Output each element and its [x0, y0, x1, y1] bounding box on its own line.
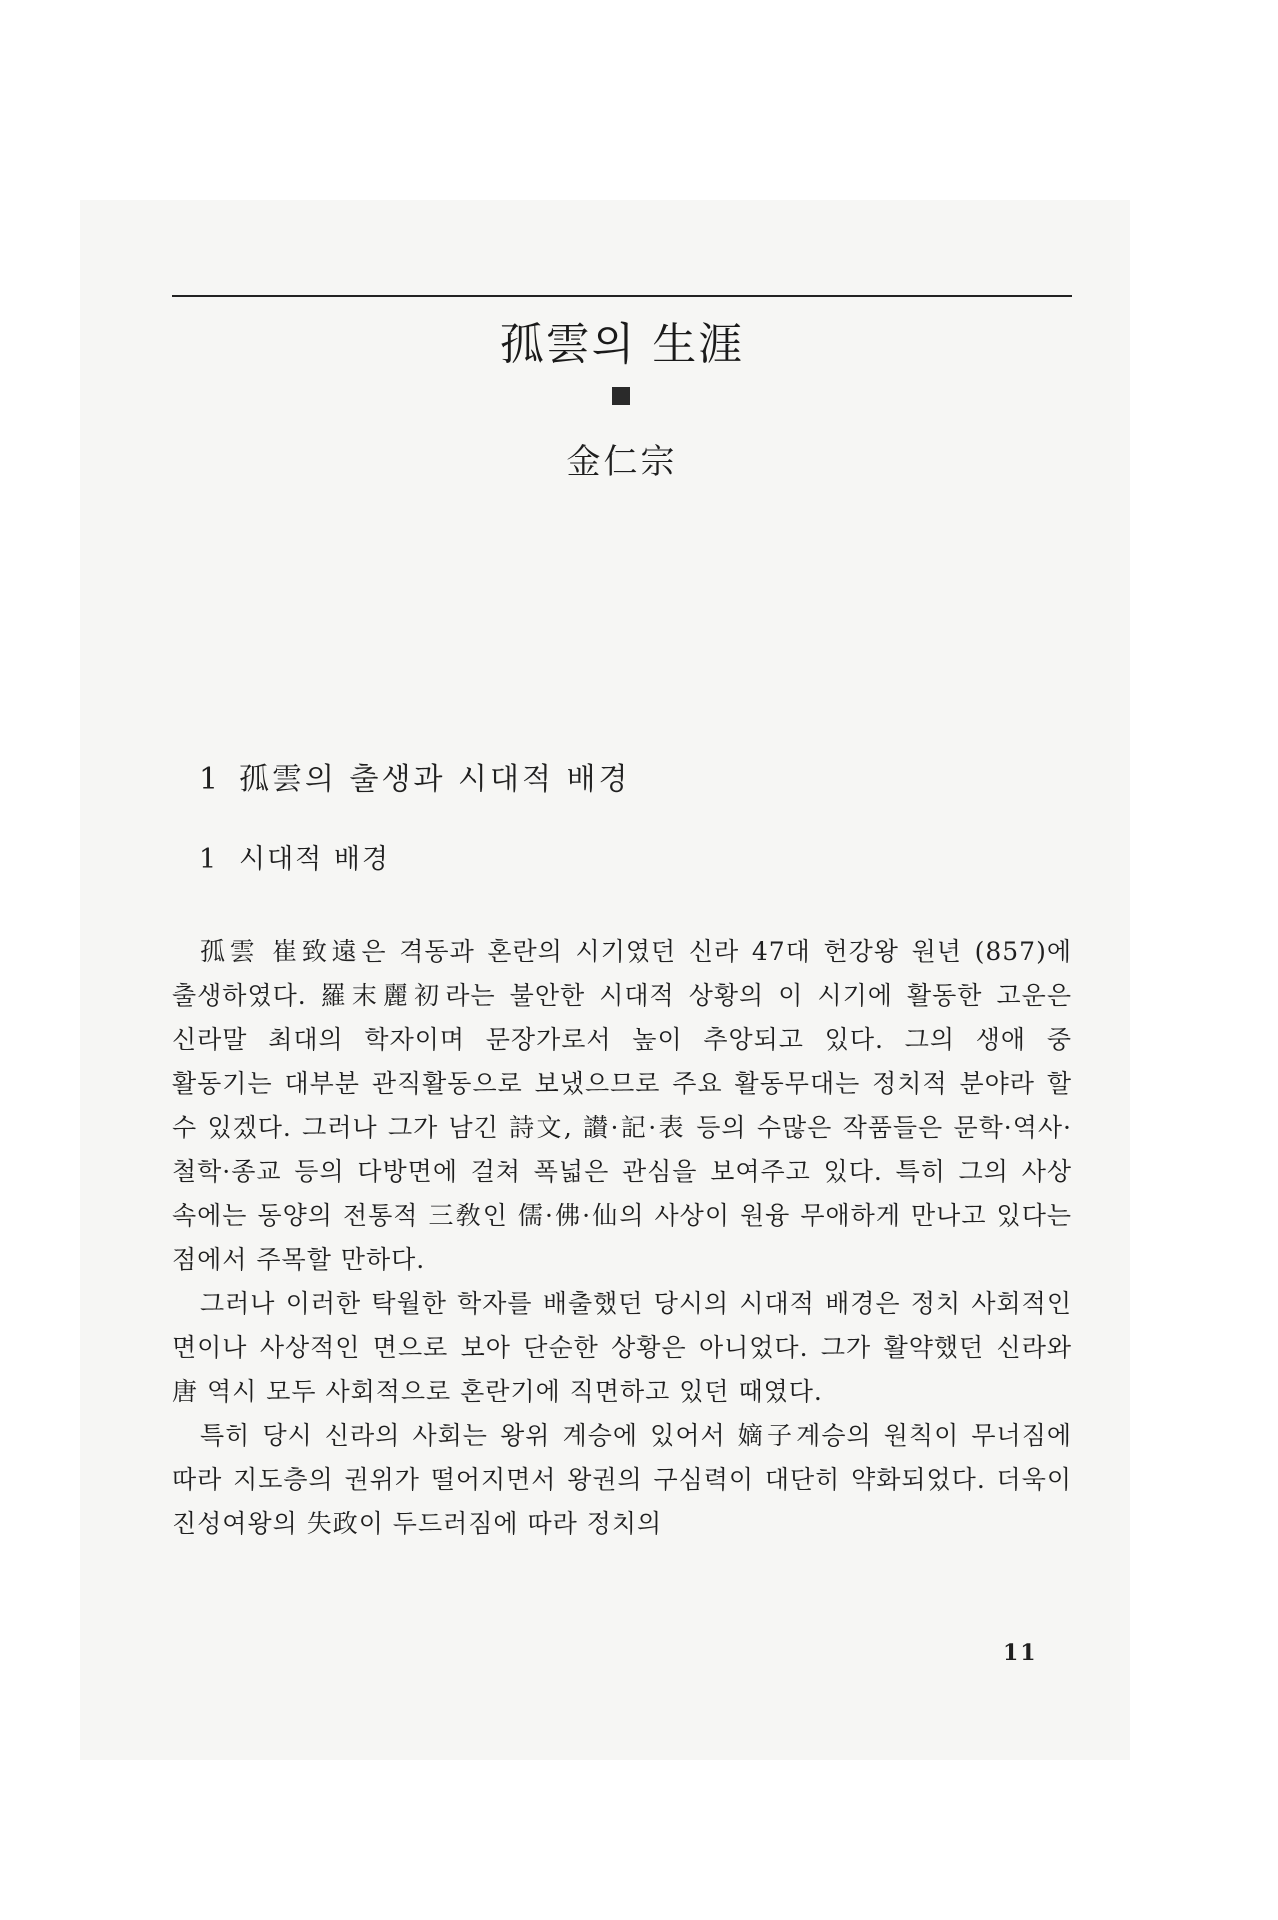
body-text: [172, 930, 1072, 1546]
author-name: 金仁宗: [566, 442, 678, 482]
page-number: 11: [1003, 1640, 1038, 1666]
article-title: 孤雲의 生涯: [499, 319, 745, 370]
title-rule: [172, 295, 1072, 297]
subsection-number: 1: [199, 844, 219, 875]
paragraph: 그러나 이러한 탁월한 학자를 배출했던 당시의 시대적 배경은 정치 사회적인 면이나 사상적인 면으로 보아 단순한 상황은 아니었다. 그가 활약했던 신라와 唐 역시 모두 사회적으로 혼란기에 직면하고 있던 때였다.: [172, 1289, 1072, 1406]
square-ornament-icon: [612, 387, 630, 405]
section-title: 孤雲의 출생과 시대적 배경: [239, 762, 631, 797]
subsection-heading: [199, 837, 390, 876]
paragraph: 孤雲 崔致遠은 격동과 혼란의 시기였던 신라 47대 헌강왕 원년 (857)에 출생하였다. 羅末麗初라는 불안한 시대적 상황의 이 시기에 활동한 고운은 신라말 최대의 학자이며 문장가로서 높이 추앙되고 있다. 그의 생애 중 활동기는 대부분 관직활동으로 보냈으므로 주요 활동무대는 정치적 분야라 할 수 있겠다. 그러나 그가 남긴 詩文, 讃·記·表 등의 수많은 작품들은 문학·역사·철학·종교 등의 다방면에 걸쳐 폭넓은 관심을 보여주고 있다. 특히 그의 사상 속에는 동양의 전통적 三敎인 儒·佛·仙의 사상이 원융 무애하게 만나고 있다는 점에서 주목할 만하다.: [172, 937, 1072, 1274]
section-heading: [199, 754, 630, 798]
section-number: 1: [199, 762, 222, 797]
subsection-title: 시대적 배경: [239, 844, 390, 875]
paragraph: 특히 당시 신라의 사회는 왕위 계승에 있어서 嫡子계승의 원칙이 무너짐에 따라 지도층의 권위가 떨어지면서 왕권의 구심력이 대단히 약화되었다. 더욱이 진성여왕의 失政이 두드러짐에 따라 정치의: [172, 1421, 1072, 1538]
